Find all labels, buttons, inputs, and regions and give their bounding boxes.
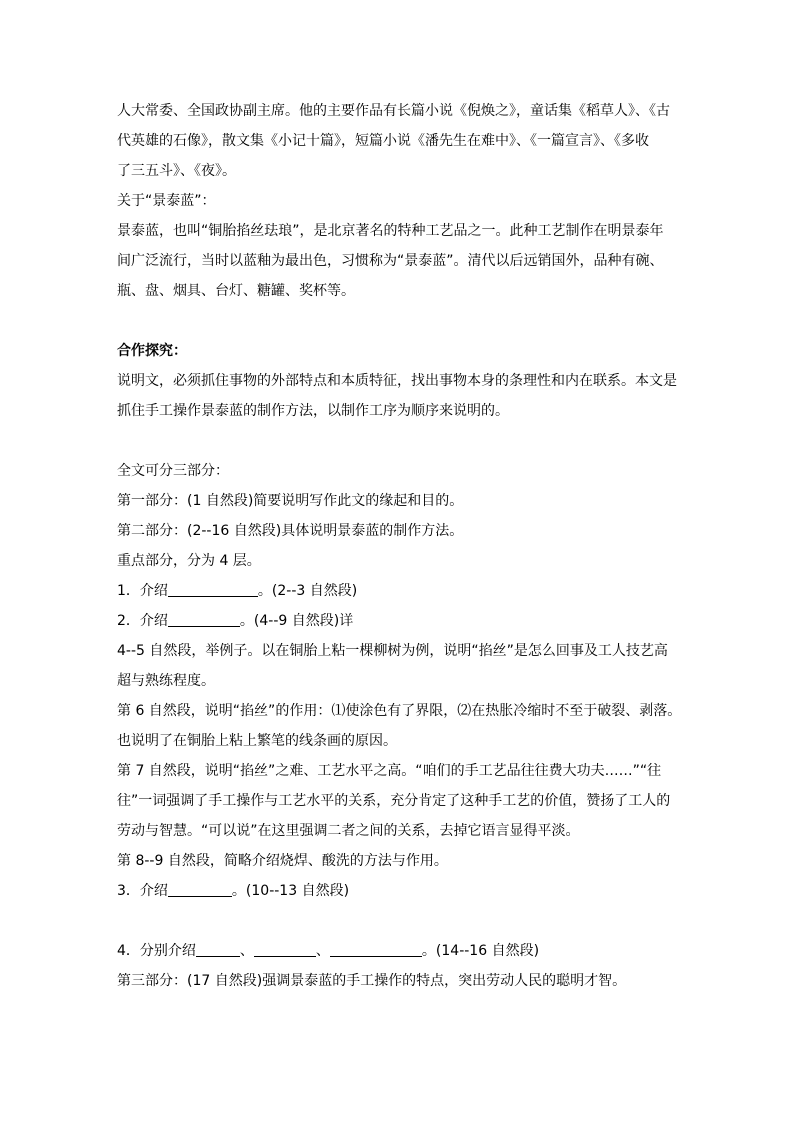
detail-line-6: 往”一词强调了手工操作与工艺水平的关系，充分肯定了这种手工艺的价值，赞扬了工人的 xyxy=(117,793,671,809)
part-2: 第二部分：(2--16 自然段)具体说明景泰蓝的制作方法。 xyxy=(117,523,464,539)
item-4 xyxy=(117,936,689,966)
item-3-suffix: 。(10--13 自然段) xyxy=(231,883,350,899)
item-2 xyxy=(117,606,689,636)
intro-line-1: 人大常委、全国政协副主席。他的主要作品有长篇小说《倪焕之》，童话集《稻草人》、《古 xyxy=(117,103,670,119)
intro-line-2: 代英雄的石像》，散文集《小记十篇》，短篇小说《潘先生在难中》、《一篇宣言》、《多收 xyxy=(117,133,649,149)
coop-line-1: 说明文，必须抓住事物的外部特点和本质特征，找出事物本身的条理性和内在联系。本文是 xyxy=(117,373,677,389)
detail-line-1: 4--5 自然段，举例子。以在铜胎上粘一棵柳树为例，说明“掐丝”是怎么回事及工人技艺高 xyxy=(117,643,668,659)
detail-line-4: 也说明了在铜胎上粘上繁笔的线条画的原因。 xyxy=(117,733,397,749)
spacer xyxy=(117,906,689,936)
blank-4a[interactable] xyxy=(196,940,240,957)
item-1-suffix: 。(2--3 自然段) xyxy=(257,583,358,599)
item-4-suffix: 。(14--16 自然段) xyxy=(421,943,540,959)
item-4-sep-2: 、 xyxy=(315,943,330,959)
document-page xyxy=(117,96,689,996)
detail-line-7: 劳动与智慧。“可以说”在这里强调二者之间的关系，去掉它语言显得平淡。 xyxy=(117,823,580,839)
focus-line: 重点部分，分为 4 层。 xyxy=(117,553,261,569)
parts-intro: 全文可分三部分： xyxy=(117,463,229,479)
coop-line-2: 抓住手工操作景泰蓝的制作方法，以制作工序为顺序来说明的。 xyxy=(117,403,509,419)
detail-line-3: 第 6 自然段，说明“掐丝”的作用：⑴使涂色有了界限，⑵在热胀冷缩时不至于破裂、剥落。 xyxy=(117,703,682,719)
coop-heading: 合作探究： xyxy=(117,343,187,359)
item-1-prefix: 1．介绍 xyxy=(117,583,168,599)
item-2-prefix: 2．介绍 xyxy=(117,613,168,629)
spacer xyxy=(117,306,689,336)
detail-line-2: 超与熟练程度。 xyxy=(117,673,215,689)
intro-line-3: 了三五斗》、《夜》。 xyxy=(117,163,236,179)
blank-3[interactable] xyxy=(168,880,232,897)
item-4-prefix: 4．分别介绍 xyxy=(117,943,196,959)
item-3-prefix: 3．介绍 xyxy=(117,883,168,899)
about-heading: 关于“景泰蓝”： xyxy=(117,193,216,209)
item-1 xyxy=(117,576,689,606)
item-3 xyxy=(117,876,689,906)
part-1: 第一部分：(1 自然段)简要说明写作此文的缘起和目的。 xyxy=(117,493,464,509)
about-line-2: 间广泛流行，当时以蓝釉为最出色，习惯称为“景泰蓝”。清代以后远销国外，品种有碗、 xyxy=(117,253,664,269)
about-line-1: 景泰蓝，也叫“铜胎掐丝珐琅”，是北京著名的特种工艺品之一。此种工艺制作在明景泰年 xyxy=(117,223,664,239)
detail-line-8: 第 8--9 自然段，简略介绍烧焊、酸洗的方法与作用。 xyxy=(117,853,448,869)
spacer xyxy=(117,426,689,456)
about-line-3: 瓶、盘、烟具、台灯、糖罐、奖杯等。 xyxy=(117,283,355,299)
part-3: 第三部分：(17 自然段)强调景泰蓝的手工操作的特点，突出劳动人民的聪明才智。 xyxy=(117,973,627,989)
blank-4c[interactable] xyxy=(330,940,422,957)
item-2-suffix: 。(4--9 自然段)详 xyxy=(239,613,354,629)
blank-1[interactable] xyxy=(168,580,258,597)
detail-line-5: 第 7 自然段，说明“掐丝”之难、工艺水平之高。“咱们的手工艺品往往费大功夫……”“往 xyxy=(117,763,662,779)
blank-4b[interactable] xyxy=(254,940,316,957)
blank-2[interactable] xyxy=(168,610,240,627)
item-4-sep-1: 、 xyxy=(239,943,254,959)
